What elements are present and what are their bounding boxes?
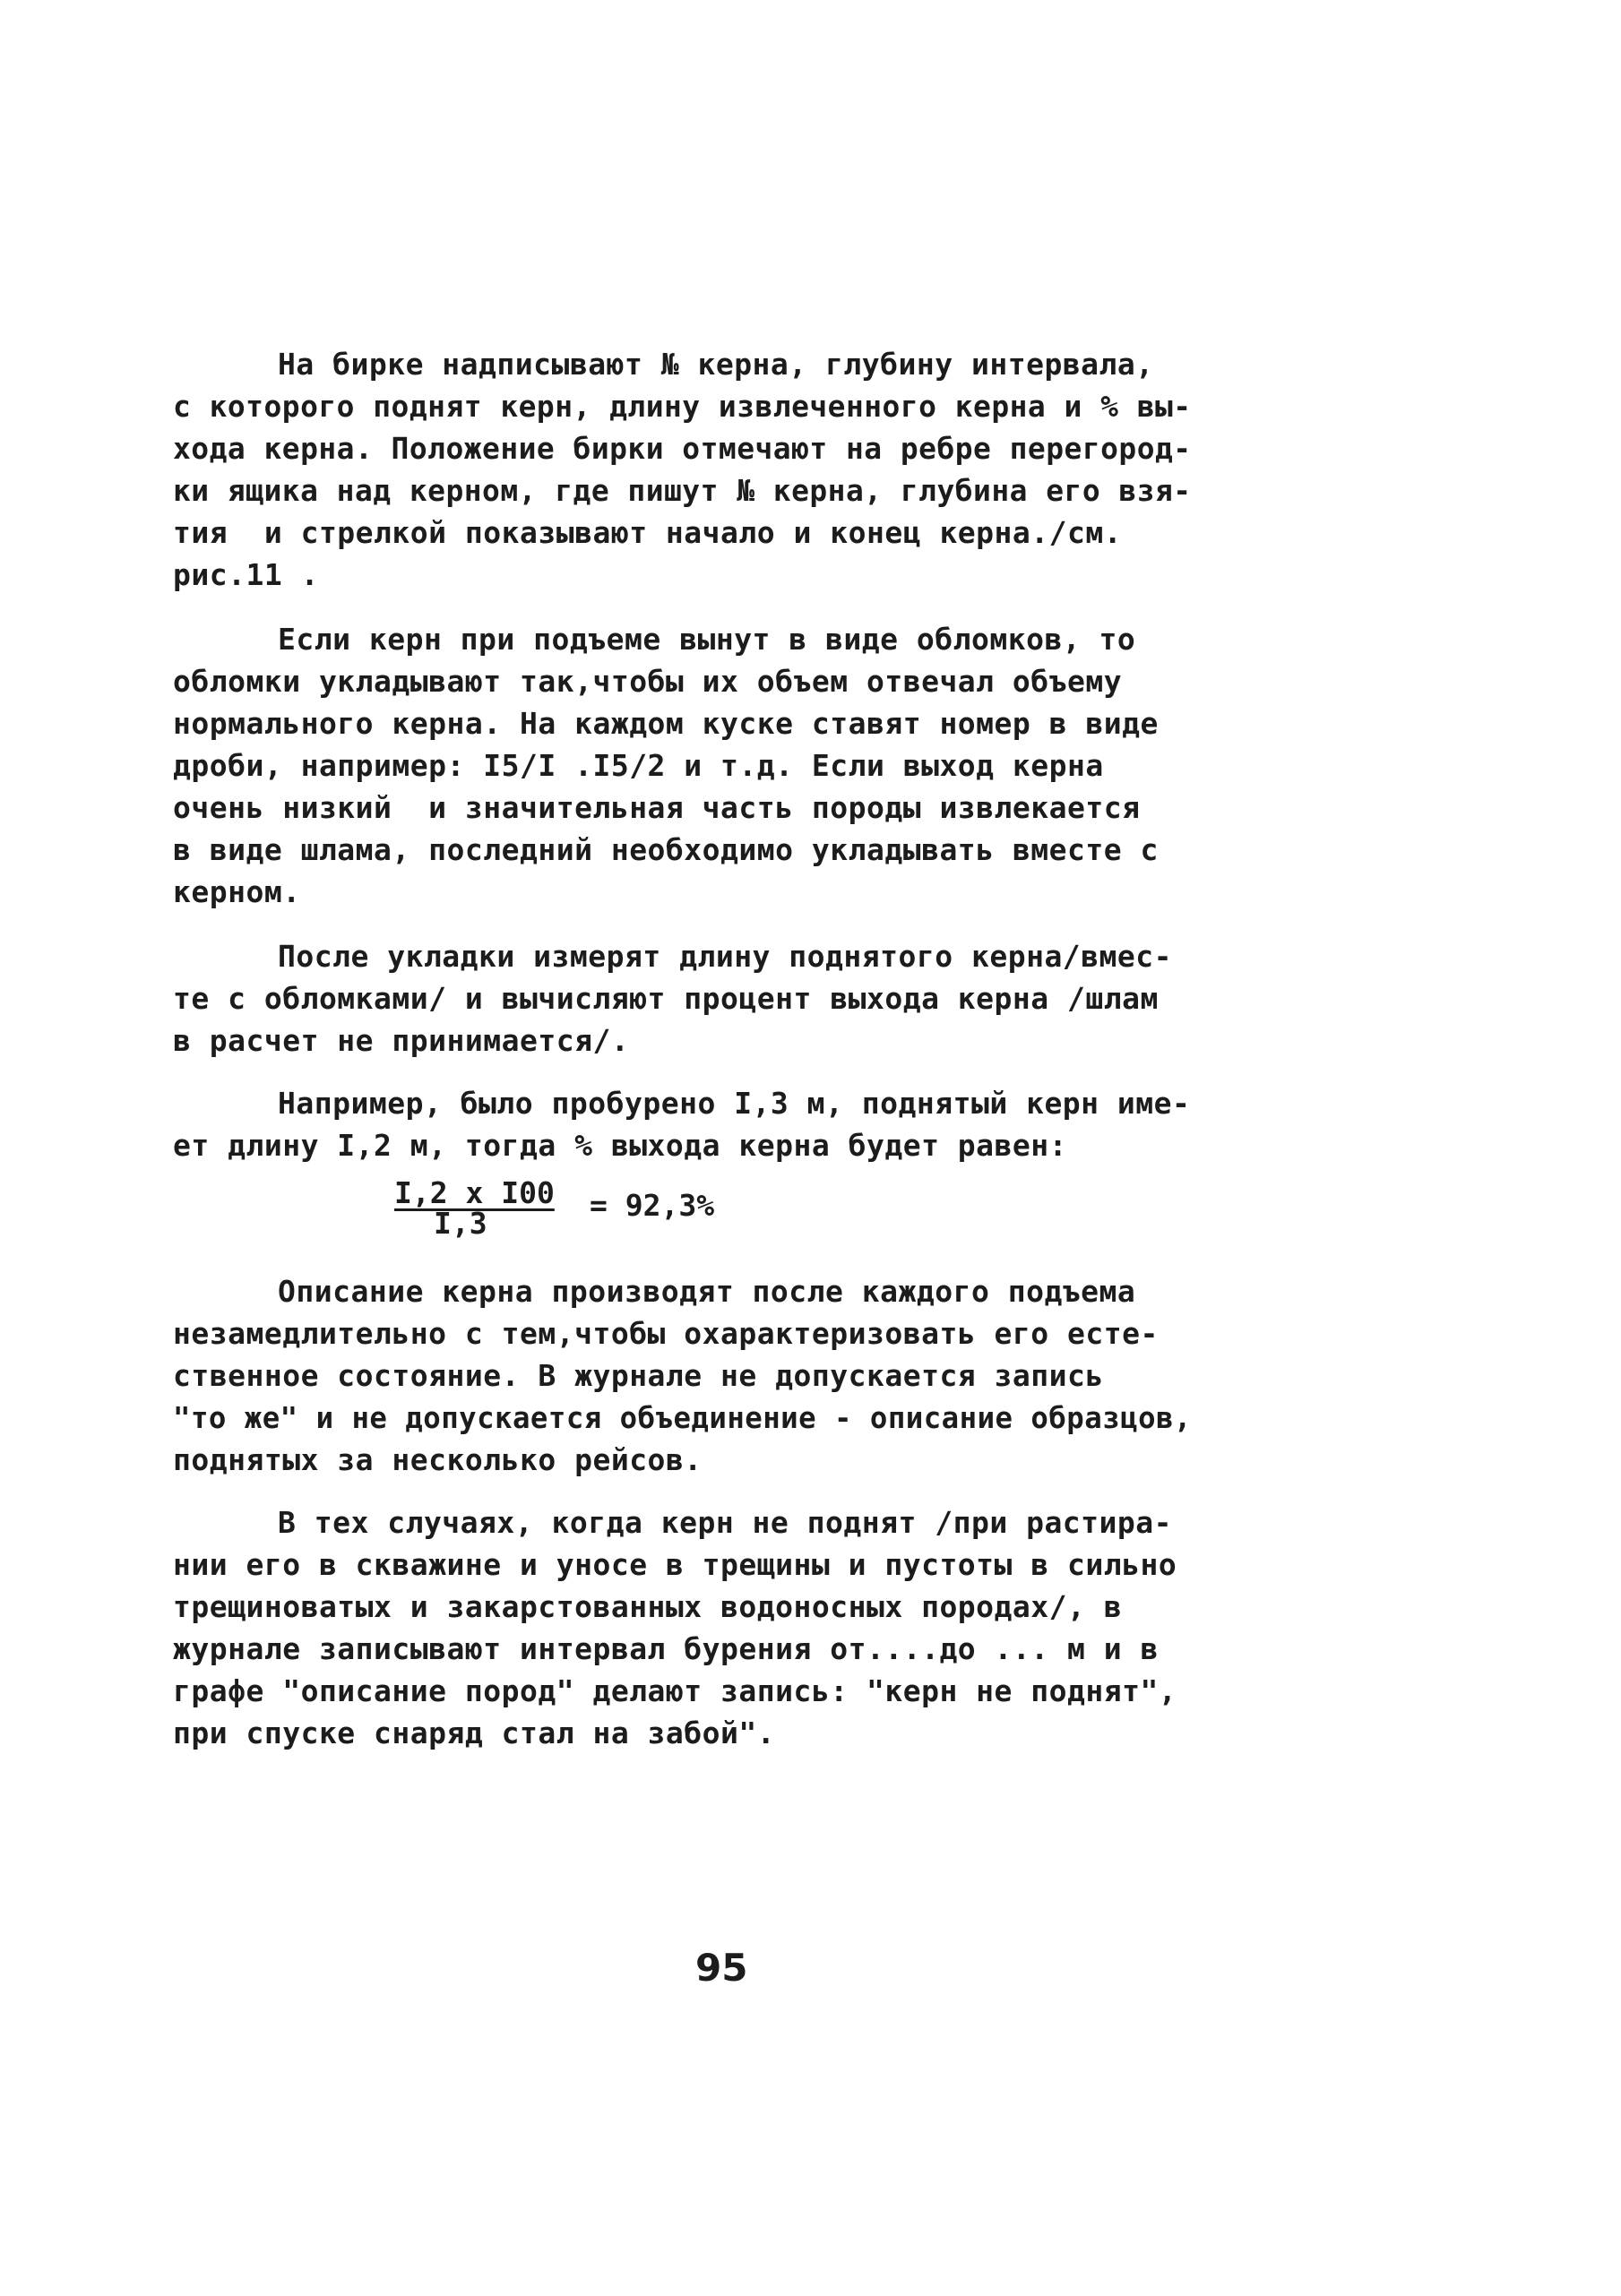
text-line: незамедлительно с тем,чтобы охарактеризовать его есте- bbox=[173, 1316, 1159, 1351]
text-line: дроби, например: I5/I .I5/2 и т.д. Если выход керна bbox=[173, 748, 1104, 783]
page-number: 95 bbox=[695, 1946, 748, 1990]
text-line: ки ящика над керном, где пишут № керна, глубина его взя- bbox=[173, 473, 1192, 508]
text-line: ственное состояние. В журнале не допускается запись bbox=[173, 1358, 1104, 1393]
text-line: Описание керна производят после каждого подъема bbox=[278, 1274, 1136, 1309]
formula-result: = 92,3% bbox=[590, 1188, 715, 1223]
text-line: керном. bbox=[173, 874, 301, 909]
text-line: "то же" и не допускается объединение - описание образцов, bbox=[173, 1400, 1192, 1435]
text-line: тия и стрелкой показывают начало и конец керна./см. bbox=[173, 515, 1123, 550]
text-line: Например, было пробурено I,3 м, поднятый керн име- bbox=[278, 1086, 1191, 1121]
text-line: те с обломками/ и вычисляют процент выхода керна /шлам bbox=[173, 981, 1159, 1016]
text-line: с которого поднят керн, длину извлеченного керна и % вы- bbox=[173, 389, 1192, 424]
formula-numerator: I,2 x I00 bbox=[394, 1175, 555, 1210]
text-line: После укладки измерят длину поднятого керна/вмес- bbox=[278, 939, 1173, 974]
text-line: нии его в скважине и уносе в трещины и пустоты в сильно bbox=[173, 1547, 1177, 1582]
text-line: хода керна. Положение бирки отмечают на ребре перегород- bbox=[173, 431, 1192, 466]
text-line: Если керн при подъеме вынут в виде обломков, то bbox=[278, 622, 1136, 657]
text-line: в виде шлама, последний необходимо укладывать вместе с bbox=[173, 832, 1159, 867]
text-line: На бирке надписывают № керна, глубину интервала, bbox=[278, 347, 1154, 382]
text-line: очень низкий и значительная часть породы извлекается bbox=[173, 790, 1141, 825]
text-line: нормального керна. На каждом куске ставят номер в виде bbox=[173, 706, 1159, 741]
text-line: рис.11 . bbox=[173, 557, 319, 592]
text-line: В тех случаях, когда керн не поднят /при растира- bbox=[278, 1505, 1173, 1540]
text-line: трещиноватых и закарстованных водоносных породах/, в bbox=[173, 1589, 1123, 1624]
text-line: журнале записывают интервал бурения от....до ... м и в bbox=[173, 1631, 1159, 1666]
text-line: в расчет не принимается/. bbox=[173, 1023, 630, 1058]
text-line: обломки укладывают так,чтобы их объем отвечал объему bbox=[173, 664, 1123, 699]
text-line: ет длину I,2 м, тогда % выхода керна будет равен: bbox=[173, 1128, 1068, 1163]
text-line: графе "описание пород" делают запись: "керн не поднят", bbox=[173, 1673, 1177, 1708]
formula-denominator: I,3 bbox=[434, 1206, 487, 1241]
text-line: поднятых за несколько рейсов. bbox=[173, 1442, 703, 1477]
core-yield-formula bbox=[394, 1175, 753, 1256]
text-line: при спуске снаряд стал на забой". bbox=[173, 1716, 776, 1750]
